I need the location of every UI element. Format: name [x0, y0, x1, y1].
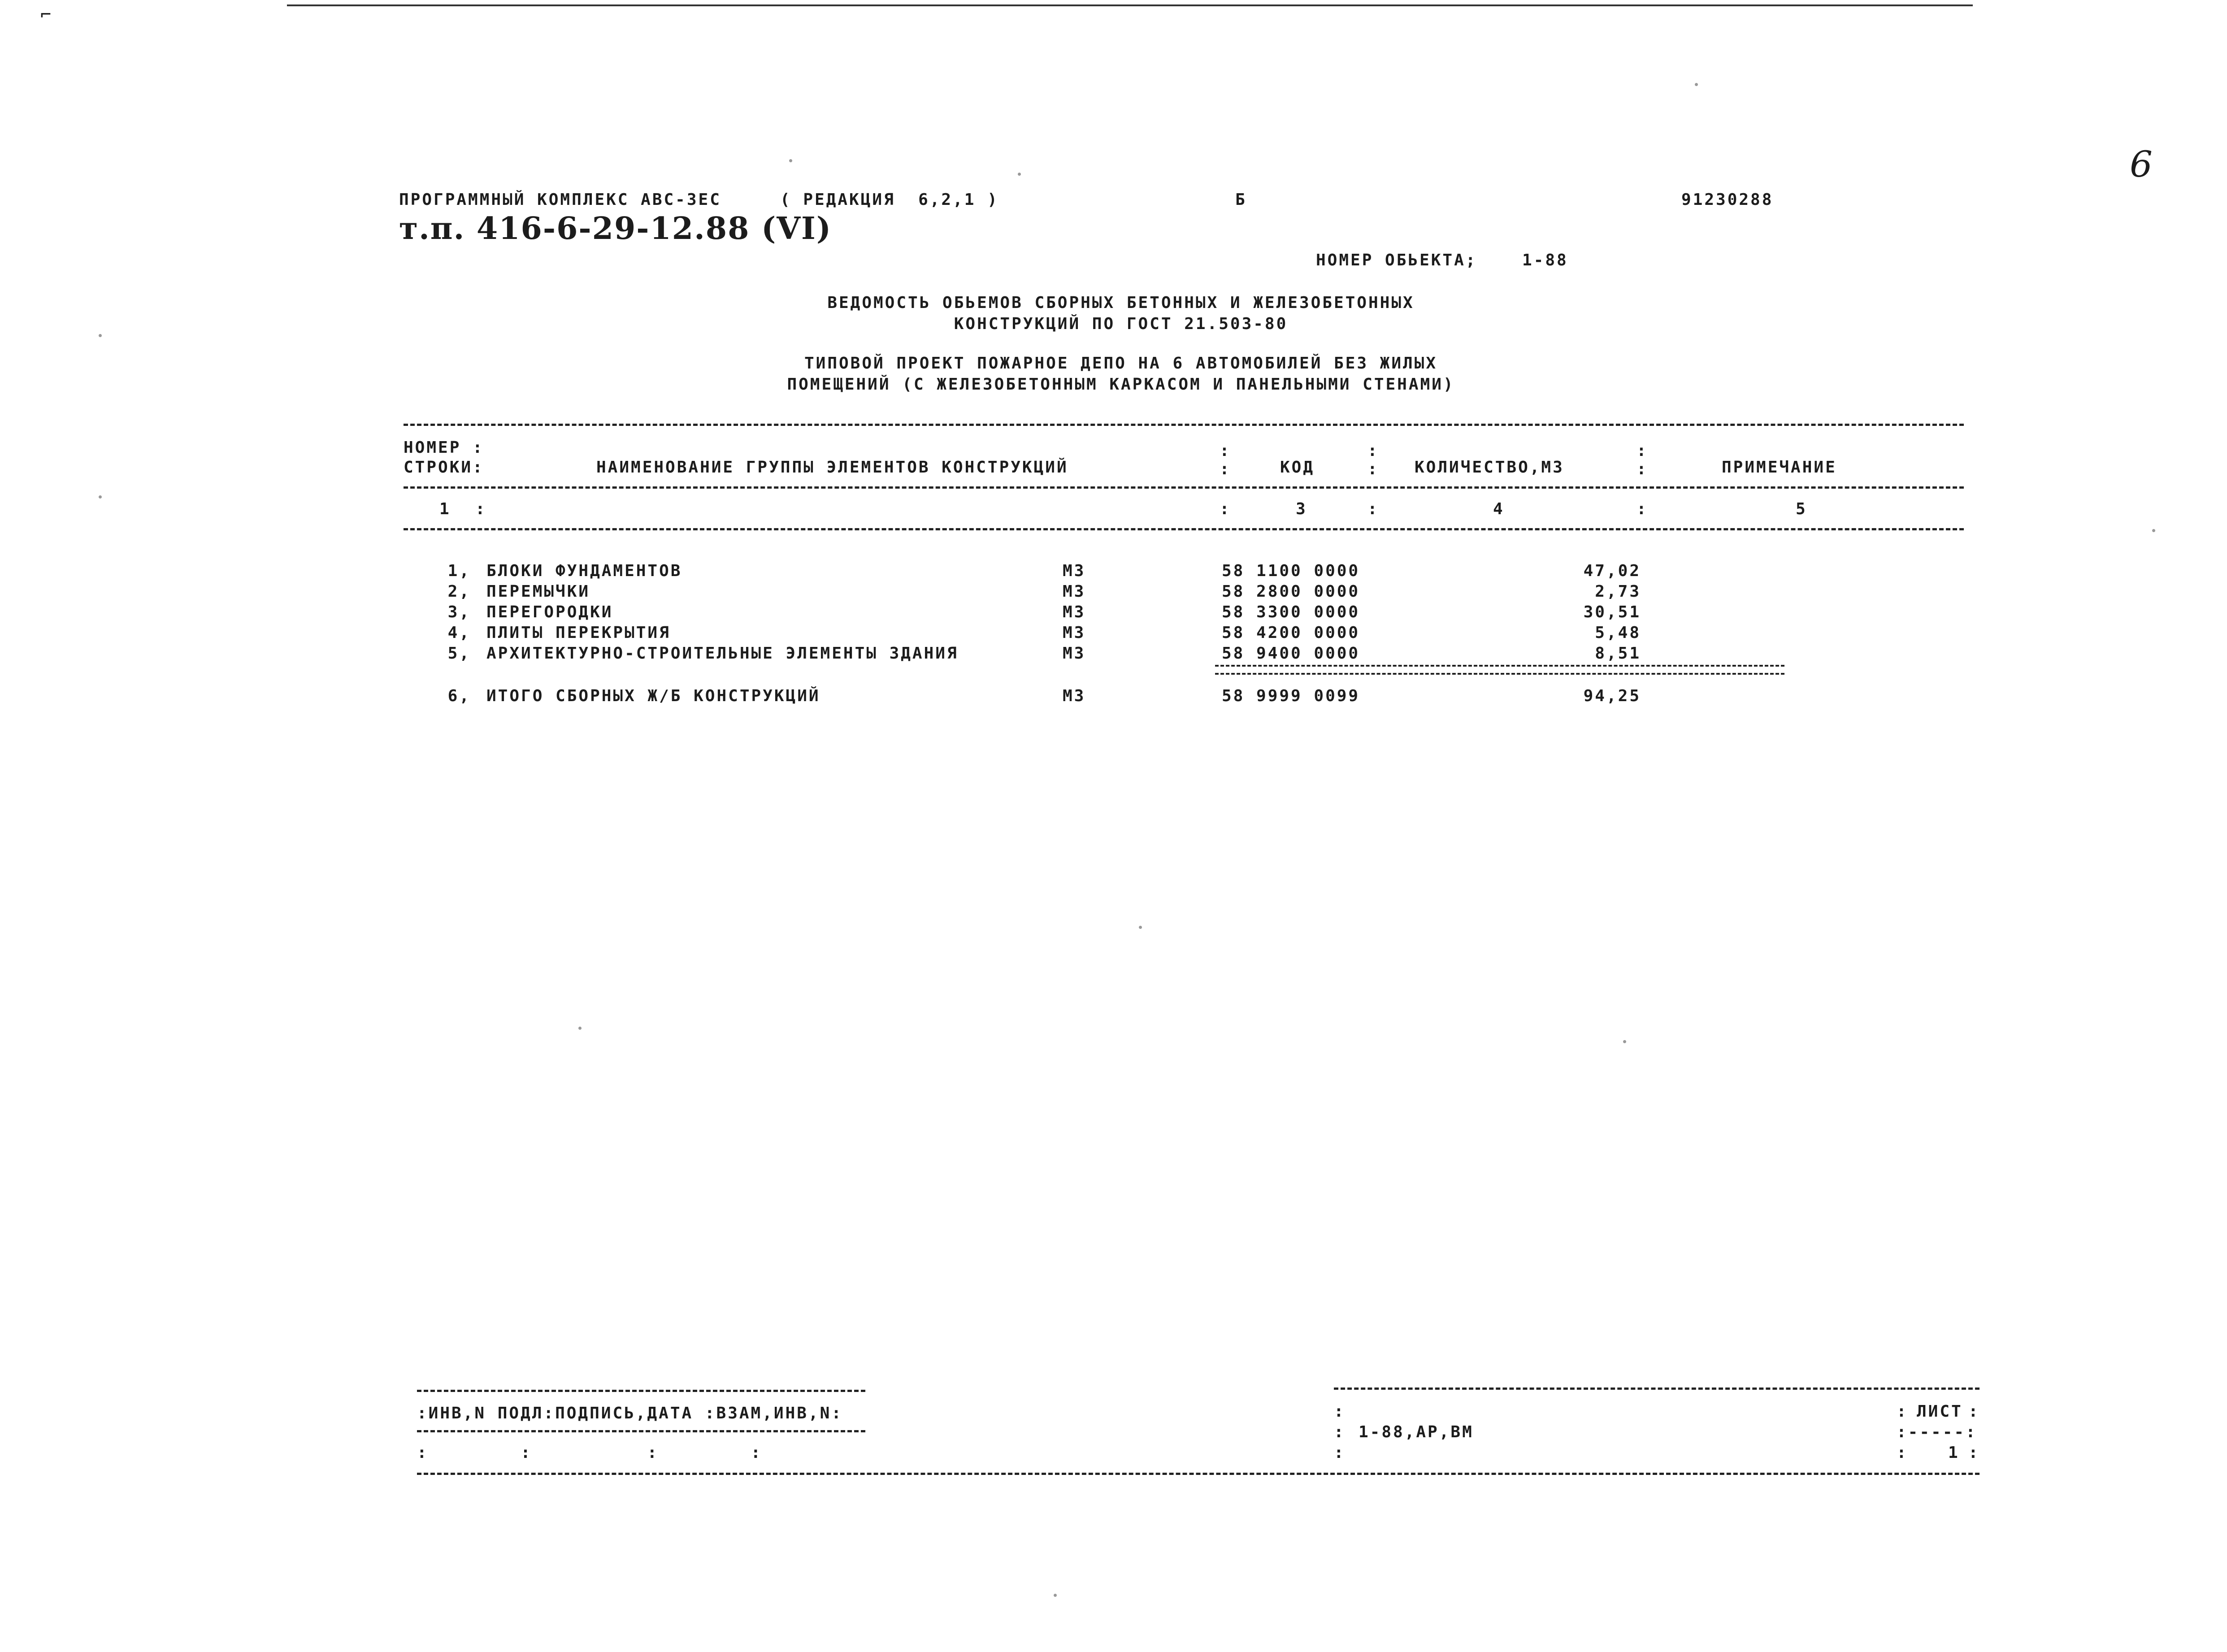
header-separator: : : [1367, 442, 1379, 478]
column-number-1: 1 [439, 500, 451, 518]
column-number-separator: : [1220, 500, 1231, 518]
handwritten-project-code: т.п. 416-6-29-12.88 (VI) [399, 211, 832, 247]
stamp-left-mid-rule [417, 1430, 865, 1432]
column-number-separator: : [1367, 500, 1379, 518]
row-number: 2, [447, 582, 471, 601]
stamp-separator: : [1334, 1444, 1346, 1462]
row-unit: М3 [1063, 624, 1086, 642]
row-number: 5, [447, 644, 471, 663]
row-code: 58 2800 0000 [1222, 582, 1360, 601]
object-number-value: 1-88 [1522, 251, 1568, 269]
stamp-separator: : [1897, 1402, 1908, 1421]
header-name-column: НАИМЕНОВАНИЕ ГРУППЫ ЭЛЕМЕНТОВ КОНСТРУКЦИЙ [596, 458, 1068, 477]
title-line-4: ПОМЕЩЕНИЙ (С ЖЕЛЕЗОБЕТОННЫМ КАРКАСОМ И ПАНЕЛЬНЫМИ СТЕНАМИ) [787, 375, 1455, 394]
row-quantity: 47,02 [1583, 562, 1641, 580]
stamp-separator: : [1897, 1444, 1908, 1462]
row-unit: М3 [1063, 603, 1086, 621]
column-number-4: 4 [1493, 500, 1505, 518]
row-name: АРХИТЕКТУРНО-СТРОИТЕЛЬНЫЕ ЭЛЕМЕНТЫ ЗДАНИЯ [486, 644, 959, 663]
column-number-separator: : [475, 500, 487, 518]
column-number-5: 5 [1796, 500, 1807, 518]
row-name: БЛОКИ ФУНДАМЕНТОВ [486, 562, 682, 580]
row-unit: М3 [1063, 562, 1086, 580]
stamp-left-header: :ИНВ,N ПОДЛ:ПОДПИСЬ,ДАТА :ВЗАМ,ИНВ,N: [417, 1404, 843, 1422]
header-row-number-2: СТРОКИ: [404, 458, 484, 477]
stamp-separator: : [1334, 1423, 1346, 1441]
stamp-sheet-divider: :-----: [1897, 1423, 1977, 1441]
title-line-3: ТИПОВОЙ ПРОЕКТ ПОЖАРНОЕ ДЕПО НА 6 АВТОМОБИЛЕЙ БЕЗ ЖИЛЫХ [804, 354, 1438, 373]
header-bottom-rule [404, 528, 1964, 530]
edition-label: ( РЕДАКЦИЯ 6,2,1 ) [780, 191, 999, 209]
stamp-separator: : [1968, 1444, 1980, 1462]
title-line-2: КОНСТРУКЦИЙ ПО ГОСТ 21.503-80 [954, 315, 1288, 333]
stamp-separator: : [1334, 1402, 1346, 1421]
header-row-number-1: НОМЕР : [404, 438, 484, 457]
stamp-document-code: 1-88,АР,ВМ [1359, 1423, 1474, 1441]
scan-top-edge [287, 4, 1973, 6]
row-unit: М3 [1063, 582, 1086, 601]
object-number-label: НОМЕР ОБЬЕКТА; [1316, 251, 1477, 269]
row-quantity: 8,51 [1595, 644, 1641, 663]
stamp-left-separators: : : : : [417, 1444, 763, 1462]
row-code: 58 1100 0000 [1222, 562, 1360, 580]
scan-noise [1054, 1594, 1057, 1597]
document-letter: Б [1235, 191, 1247, 209]
row-name: ПЕРЕМЫЧКИ [486, 582, 590, 601]
header-separator: : : [1637, 442, 1648, 478]
total-row-number: 6, [447, 687, 471, 705]
row-quantity: 2,73 [1595, 582, 1641, 601]
document-number: 91230288 [1681, 191, 1774, 209]
column-number-3: 3 [1296, 500, 1307, 518]
row-number: 1, [447, 562, 471, 580]
stamp-bottom-rule [417, 1473, 1980, 1475]
row-quantity: 30,51 [1583, 603, 1641, 621]
scan-noise [1139, 926, 1142, 929]
scan-noise [99, 495, 102, 499]
row-number: 4, [447, 624, 471, 642]
table-top-rule [404, 424, 1964, 426]
header-note-column: ПРИМЕЧАНИЕ [1722, 458, 1837, 477]
handwritten-page-mark: 6 [2130, 143, 2153, 185]
title-line-1: ВЕДОМОСТЬ ОБЬЕМОВ СБОРНЫХ БЕТОННЫХ И ЖЕЛЕЗОБЕТОННЫХ [827, 294, 1415, 312]
scan-corner-mark: ⌐ [40, 4, 52, 25]
row-code: 58 9400 0000 [1222, 644, 1360, 663]
scan-noise [99, 334, 102, 337]
row-number: 3, [447, 603, 471, 621]
scan-noise [1695, 83, 1698, 86]
scan-noise [789, 159, 792, 162]
total-row-quantity: 94,25 [1583, 687, 1641, 705]
column-number-separator: : [1637, 500, 1648, 518]
header-quantity-column: КОЛИЧЕСТВО,М3 [1415, 458, 1564, 477]
header-mid-rule [404, 486, 1964, 489]
row-quantity: 5,48 [1595, 624, 1641, 642]
scan-noise [2152, 529, 2155, 532]
scan-noise [578, 1027, 582, 1030]
stamp-sheet-value: 1 [1948, 1444, 1960, 1462]
scan-noise [1623, 1040, 1626, 1043]
row-unit: М3 [1063, 644, 1086, 663]
row-name: ПЕРЕГОРОДКИ [486, 603, 613, 621]
total-row-unit: М3 [1063, 687, 1086, 705]
row-name: ПЛИТЫ ПЕРЕКРЫТИЯ [486, 624, 671, 642]
total-row-code: 58 9999 0099 [1222, 687, 1360, 705]
row-code: 58 4200 0000 [1222, 624, 1360, 642]
stamp-left-top-rule [417, 1390, 865, 1392]
header-separator: : : [1220, 442, 1231, 478]
scan-noise [1018, 173, 1021, 176]
total-row-name: ИТОГО СБОРНЫХ Ж/Б КОНСТРУКЦИЙ [486, 687, 820, 705]
header-code-column: КОД [1280, 458, 1315, 477]
stamp-right-top-rule [1334, 1388, 1980, 1390]
total-double-rule [1215, 665, 1784, 675]
stamp-sheet-label: ЛИСТ [1917, 1402, 1963, 1421]
row-code: 58 3300 0000 [1222, 603, 1360, 621]
program-name: ПРОГРАММНЫЙ КОМПЛЕКС АВС-3ЕС [399, 191, 721, 209]
stamp-separator: : [1968, 1402, 1980, 1421]
